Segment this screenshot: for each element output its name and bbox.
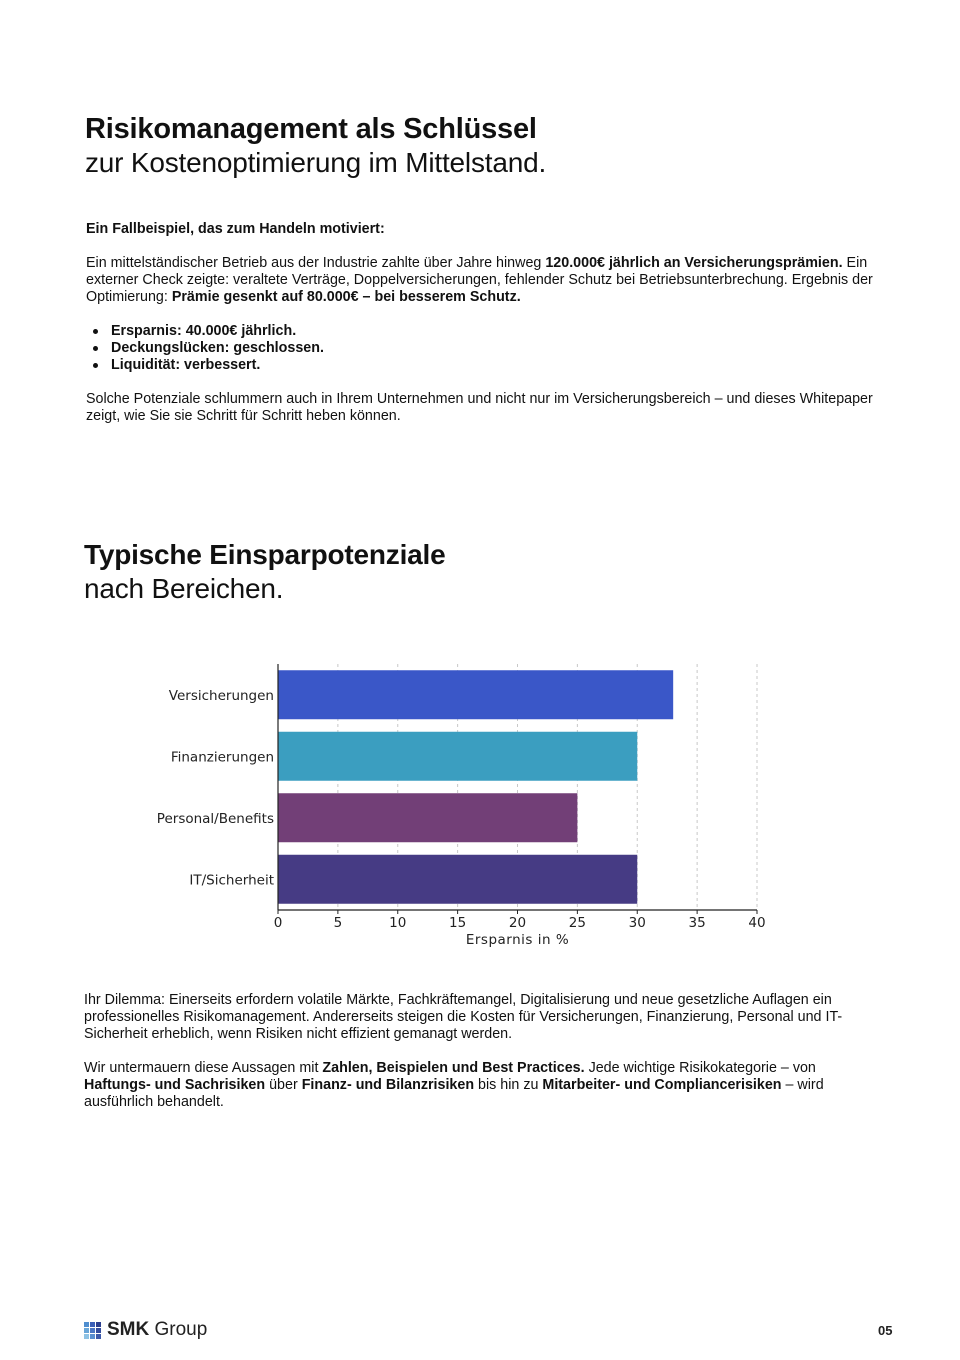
logo-square bbox=[96, 1322, 101, 1327]
logo-square bbox=[84, 1322, 89, 1327]
intro-closing-paragraph: Solche Potenziale schlummern auch in Ihrem Unternehmen und nicht nur im Versicherungsbereich – und dieses Whitepaper zeigt, wie Sie sie Schritt für Schritt heben können. bbox=[86, 391, 873, 424]
logo-square bbox=[84, 1328, 89, 1333]
brand-name: SMK Group bbox=[107, 1319, 208, 1340]
chart-x-axis-label: Ersparnis in % bbox=[465, 932, 570, 948]
page-title: Risikomanagement als Schlüssel bbox=[85, 113, 537, 145]
chart-x-tick-label: 35 bbox=[688, 915, 706, 931]
logo-square bbox=[96, 1328, 101, 1333]
logo-square bbox=[90, 1328, 95, 1333]
chart-category-label: Personal/Benefits bbox=[156, 810, 274, 827]
chart-category-label: IT/Sicherheit bbox=[189, 872, 274, 889]
savings-bar-chart bbox=[0, 640, 960, 960]
chart-x-tick-label: 20 bbox=[508, 915, 527, 931]
logo-square bbox=[96, 1334, 101, 1339]
chart-x-tick-label: 30 bbox=[628, 915, 646, 931]
chart-bar bbox=[278, 793, 577, 842]
chart-bar bbox=[278, 670, 673, 719]
chart-x-tick-label: 15 bbox=[449, 915, 467, 931]
page-subtitle: zur Kostenoptimierung im Mittelstand. bbox=[85, 147, 547, 178]
list-item: Liquidität: verbessert. bbox=[90, 357, 324, 374]
intro-lead: Ein Fallbeispiel, das zum Handeln motiviert: bbox=[86, 221, 385, 237]
chart-x-tick-label: 0 bbox=[273, 915, 283, 931]
logo-grid-icon bbox=[84, 1322, 101, 1339]
company-logo bbox=[84, 1319, 207, 1341]
chart-bar bbox=[278, 855, 637, 904]
list-item: Deckungslücken: geschlossen. bbox=[90, 340, 324, 357]
chart-category-label: Finanzierungen bbox=[170, 749, 274, 766]
chart-x-tick-label: 25 bbox=[568, 915, 586, 931]
chart-bar bbox=[278, 732, 637, 781]
intro-paragraph: Ein mittelständischer Betrieb aus der Industrie zahlte über Jahre hinweg 120.000€ jährlich an Versicherungsprämien. Ein externer Check zeigte: veraltete Verträge, Doppelversicherungen, fehlender Schutz bei Betriebsunterbrechung. Ergebnis der Optimierung: Prämie gesenkt auf 80.000€ – bei besserem Schutz. bbox=[86, 255, 873, 305]
best-practices-paragraph: Wir untermauern diese Aussagen mit Zahlen, Beispielen und Best Practices. Jede wichtige Risikokategorie – von Haftungs- und Sachrisiken über Finanz- und Bilanzrisiken bis hin zu Mitarbeiter- und Compliancerisiken – wird ausführlich behandelt. bbox=[84, 1060, 824, 1110]
chart-x-tick-label: 5 bbox=[333, 915, 343, 931]
dilemma-paragraph: Ihr Dilemma: Einerseits erfordern volatile Märkte, Fachkräftemangel, Digitalisierung und neue gesetzliche Auflagen ein professionelles Risikomanagement. Andererseits steigen die Kosten für Versicherungen, Finanzierung, Personal und IT-Sicherheit erheblich, wenn Risiken nicht effizient gemanagt werden. bbox=[84, 992, 843, 1042]
section-subtitle: nach Bereichen. bbox=[84, 573, 284, 604]
logo-square bbox=[90, 1334, 95, 1339]
savings-list bbox=[90, 323, 324, 374]
chart-category-label: Versicherungen bbox=[168, 687, 274, 704]
list-item: Ersparnis: 40.000€ jährlich. bbox=[90, 323, 324, 340]
logo-square bbox=[90, 1322, 95, 1327]
section-title: Typische Einsparpotenziale bbox=[84, 539, 446, 570]
chart-x-tick-label: 40 bbox=[748, 915, 766, 931]
logo-square bbox=[84, 1334, 89, 1339]
page-number: 05 bbox=[878, 1323, 893, 1338]
chart-x-tick-label: 10 bbox=[389, 915, 407, 931]
